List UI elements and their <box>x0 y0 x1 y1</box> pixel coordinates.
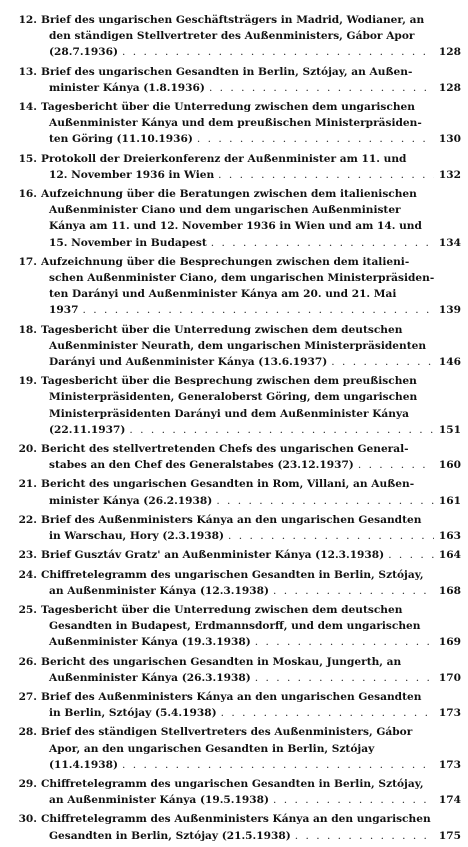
dot-leader <box>331 354 434 370</box>
entry-title <box>41 776 434 808</box>
entry-title-line: Kánya am 11. und 12. November 1936 in Wien und am 14. und <box>49 220 422 233</box>
entry-title-text: 15. November in Budapest <box>49 236 207 249</box>
toc-entry <box>0 689 468 721</box>
entry-number: 13. <box>18 65 37 78</box>
entry-title-line: Brief des ständigen Stellvertreters des Außenministers, Gábor <box>41 726 413 739</box>
entry-title-line: Aufzeichnung über die Besprechungen zwischen dem italieni- <box>41 255 410 268</box>
dot-leader <box>273 792 434 808</box>
entry-title-line: Außenminister Ciano und dem ungarischen Außenminister <box>49 204 401 217</box>
entry-title <box>41 441 434 473</box>
toc-entry <box>0 186 468 251</box>
page-number: 128 <box>438 81 461 94</box>
page-number: 161 <box>438 494 461 507</box>
entry-number: 25. <box>18 603 37 616</box>
entry-title-text: in Berlin, Sztójay (5.4.1938) <box>49 707 217 720</box>
entry-title-line: den ständigen Stellvertreter des Außenministers, Gábor Apor <box>49 30 415 43</box>
entry-number: 18. <box>18 323 37 336</box>
page-number: 130 <box>438 133 461 146</box>
entry-title-line: Brief des ungarischen Geschäftsträgers in Madrid, Wodianer, an <box>41 14 425 26</box>
toc-entry <box>0 776 468 808</box>
page-number: 128 <box>438 46 461 59</box>
page-number: 173 <box>438 758 461 771</box>
dot-leader <box>228 528 434 544</box>
entry-title <box>41 254 434 319</box>
entry-title-text: Brief Gusztáv Gratz' an Außenminister Kánya (12.3.1938) <box>41 549 385 562</box>
entry-title-text: (22.11.1937) <box>49 423 126 436</box>
entry-title-last-line <box>41 235 434 251</box>
entry-title-last-line <box>41 634 434 650</box>
page-number: 174 <box>438 794 461 807</box>
entry-title-last-line <box>41 131 434 147</box>
entry-title <box>41 373 434 438</box>
entry-title-text: stabes an den Chef des Generalstabes (23.12.1937) <box>49 459 354 472</box>
entry-title-last-line <box>41 302 434 318</box>
entry-title-last-line <box>41 792 434 808</box>
toc-entry <box>0 373 468 438</box>
entry-title-last-line <box>41 828 434 844</box>
dot-leader <box>209 80 434 96</box>
entry-title-line: Brief des Außenministers Kánya an den ungarischen Gesandten <box>41 690 422 703</box>
entry-title-text: an Außenminister Kánya (12.3.1938) <box>49 584 269 597</box>
entry-number: 12. <box>18 14 37 26</box>
entry-title-text: 1937 <box>49 304 79 317</box>
entry-number: 24. <box>18 568 37 581</box>
entry-title-line: Bericht des ungarischen Gesandten in Rom, Villani, an Außen- <box>41 478 415 491</box>
entry-title-last-line <box>41 457 434 473</box>
entry-title-line: Apor, an den ungarischen Gesandten in Berlin, Sztójay <box>49 742 375 755</box>
entry-title-line: schen Außenminister Ciano, dem ungarischen Ministerpräsiden- <box>49 272 434 285</box>
entry-title-line: Außenminister Kánya und dem preußischen Ministerpräsiden- <box>49 117 422 130</box>
toc-entry-list <box>0 12 468 844</box>
dot-leader <box>216 493 434 509</box>
entry-title-line: Chiffretelegramm des Außenministers Kánya an den ungarischen <box>41 813 431 826</box>
entry-title-last-line <box>41 670 434 686</box>
page-number: 146 <box>438 356 461 369</box>
entry-title-text: an Außenminister Kánya (19.5.1938) <box>49 794 269 807</box>
entry-number: 29. <box>18 777 37 790</box>
dot-leader <box>129 422 434 438</box>
entry-title-line: Ministerpräsidenten, Generaloberst Göring, dem ungarischen <box>49 391 418 404</box>
entry-number: 17. <box>18 255 37 268</box>
entry-title-line: Bericht des ungarischen Gesandten in Moskau, Jungerth, an <box>41 655 402 668</box>
toc-entry <box>0 811 468 843</box>
entry-title-last-line <box>41 757 434 773</box>
page-number: 132 <box>438 168 461 181</box>
page-number: 170 <box>438 671 461 684</box>
page-number: 139 <box>438 304 461 317</box>
page-number: 173 <box>438 707 461 720</box>
entry-title <box>41 811 434 843</box>
entry-title <box>41 186 434 251</box>
dot-leader <box>255 670 434 686</box>
entry-title <box>41 476 434 508</box>
entry-title-text: (28.7.1936) <box>49 46 118 59</box>
page-number: 169 <box>438 636 461 649</box>
entry-title-text: in Warschau, Hory (2.3.1938) <box>49 530 225 543</box>
entry-title-last-line <box>41 354 434 370</box>
page-number: 151 <box>438 423 461 436</box>
entry-title-text: Außenminister Kánya (19.3.1938) <box>49 636 251 649</box>
dot-leader <box>197 131 434 147</box>
entry-title-line: Bericht des stellvertretenden Chefs des ungarischen General- <box>41 443 409 456</box>
entry-title-line: Tagesbericht über die Unterredung zwischen dem ungarischen <box>41 101 415 114</box>
dot-leader <box>295 828 434 844</box>
entry-title-line: Tagesbericht über die Unterredung zwischen dem deutschen <box>41 603 403 616</box>
entry-title-last-line <box>41 167 434 183</box>
entry-title-last-line <box>41 80 434 96</box>
entry-title-line: Aufzeichnung über die Beratungen zwischen dem italienischen <box>41 188 417 201</box>
toc-entry <box>0 602 468 651</box>
entry-title-text: Gesandten in Berlin, Sztójay (21.5.1938) <box>49 829 291 842</box>
toc-entry <box>0 547 468 563</box>
dot-leader <box>83 302 435 318</box>
toc-entry <box>0 654 468 686</box>
entry-title <box>41 567 434 599</box>
entry-title-last-line <box>41 705 434 721</box>
dot-leader <box>388 547 434 563</box>
entry-title-line: ten Darányi und Außenminister Kánya am 20. und 21. Mai <box>49 288 397 301</box>
entry-title-line: Tagesbericht über die Unterredung zwischen dem deutschen <box>41 323 403 336</box>
entry-title-last-line <box>41 44 434 60</box>
dot-leader <box>358 457 434 473</box>
dot-leader <box>122 757 434 773</box>
entry-title-text: (11.4.1938) <box>49 758 118 771</box>
entry-title-line: Brief des Außenministers Kánya an den ungarischen Gesandten <box>41 513 422 526</box>
dot-leader <box>211 235 434 251</box>
toc-entry <box>0 512 468 544</box>
entry-number: 20. <box>18 443 37 456</box>
entry-title-line: Chiffretelegramm des ungarischen Gesandten in Berlin, Sztójay, <box>41 777 424 790</box>
toc-entry <box>0 99 468 148</box>
entry-title <box>41 151 434 183</box>
entry-title-last-line <box>41 528 434 544</box>
entry-title-last-line <box>41 583 434 599</box>
entry-number: 19. <box>18 375 37 388</box>
toc-entry <box>0 441 468 473</box>
page-number: 175 <box>438 829 461 842</box>
entry-number: 30. <box>18 813 37 826</box>
entry-title-text: 12. November 1936 in Wien <box>49 168 215 181</box>
entry-title-line: Brief des ungarischen Gesandten in Berlin, Sztójay, an Außen- <box>41 65 413 78</box>
entry-title-last-line <box>41 547 434 563</box>
entry-title <box>41 654 434 686</box>
dot-leader <box>273 583 434 599</box>
entry-number: 16. <box>18 188 37 201</box>
entry-title-line: Tagesbericht über die Besprechung zwischen dem preußischen <box>41 375 417 388</box>
toc-entry <box>0 64 468 96</box>
entry-title-line: Außenminister Neurath, dem ungarischen Ministerpräsidenten <box>49 339 427 352</box>
entry-title-text: Außenminister Kánya (26.3.1938) <box>49 671 251 684</box>
page-number: 134 <box>438 236 461 249</box>
dot-leader <box>255 634 434 650</box>
entry-number: 14. <box>18 101 37 114</box>
dot-leader <box>221 705 434 721</box>
page-number: 168 <box>438 584 461 597</box>
entry-title <box>41 322 434 371</box>
entry-number: 26. <box>18 655 37 668</box>
table-of-contents <box>0 12 468 847</box>
entry-number: 28. <box>18 726 37 739</box>
entry-number: 23. <box>18 549 37 562</box>
entry-title-line: Gesandten in Budapest, Erdmannsdorff, und dem ungarischen <box>49 620 421 633</box>
entry-number: 15. <box>18 152 37 165</box>
entry-title-text: ten Göring (11.10.1936) <box>49 133 193 146</box>
dot-leader <box>122 44 434 60</box>
entry-title-line: Ministerpräsidenten Darányi und dem Außenminister Kánya <box>49 407 410 420</box>
page-number: 163 <box>438 530 461 543</box>
entry-title <box>41 602 434 651</box>
entry-title <box>41 689 434 721</box>
entry-title-last-line <box>41 493 434 509</box>
entry-title-text: Darányi und Außenminister Kánya (13.6.1937) <box>49 356 328 369</box>
toc-entry <box>0 724 468 773</box>
toc-entry <box>0 151 468 183</box>
entry-title <box>41 64 434 96</box>
toc-entry <box>0 12 468 61</box>
entry-title <box>41 512 434 544</box>
entry-title-line: Chiffretelegramm des ungarischen Gesandten in Berlin, Sztójay, <box>41 568 424 581</box>
entry-number: 22. <box>18 513 37 526</box>
entry-title <box>41 547 434 563</box>
page-number: 160 <box>438 459 461 472</box>
entry-title-last-line <box>41 422 434 438</box>
toc-entry <box>0 567 468 599</box>
entry-number: 27. <box>18 690 37 703</box>
toc-entry <box>0 254 468 319</box>
entry-title-line: Protokoll der Dreierkonferenz der Außenminister am 11. und <box>41 152 407 165</box>
entry-title <box>41 12 434 61</box>
entry-number: 21. <box>18 478 37 491</box>
entry-title <box>41 724 434 773</box>
toc-entry <box>0 476 468 508</box>
entry-title-text: minister Kánya (26.2.1938) <box>49 494 213 507</box>
dot-leader <box>218 167 434 183</box>
entry-title-text: minister Kánya (1.8.1936) <box>49 81 205 94</box>
page-number: 164 <box>438 549 461 562</box>
toc-entry <box>0 322 468 371</box>
entry-title <box>41 99 434 148</box>
